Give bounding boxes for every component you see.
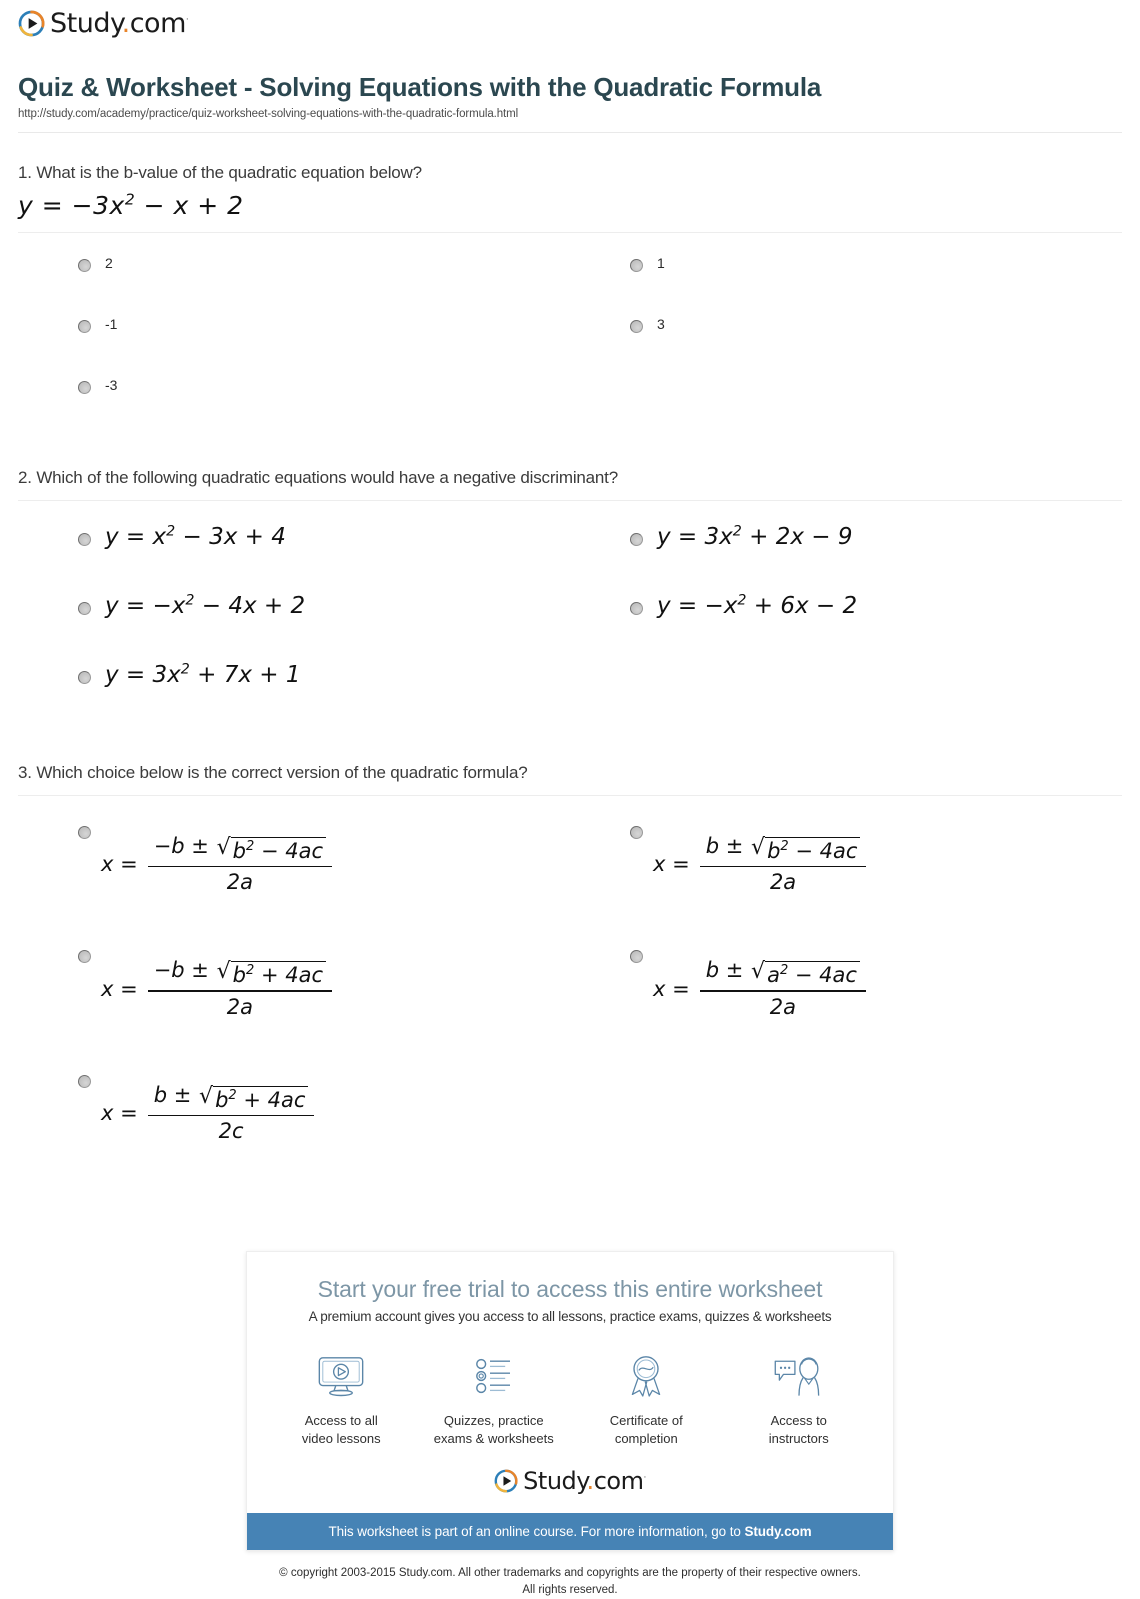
eq-part-post: + 6x − 2 <box>753 593 858 620</box>
question-3-prompt <box>18 763 1122 783</box>
benefit-label <box>265 1412 418 1447</box>
question-1-options <box>18 255 1122 438</box>
option-row[interactable] <box>18 255 570 272</box>
eq-exponent: 2 <box>124 190 136 209</box>
logo-text-dot: . <box>121 8 130 39</box>
radicand-exponent: 2 <box>228 1087 237 1103</box>
question-1-text: What is the b-value of the quadratic equation below? <box>36 162 422 182</box>
promo-box <box>246 1251 894 1551</box>
eq-lhs: y <box>18 190 34 220</box>
radio-button-icon[interactable] <box>78 671 91 684</box>
benefit-label-line2: instructors <box>768 1430 829 1446</box>
question-3-divider <box>18 795 1122 796</box>
study-com-logo-promo[interactable] <box>494 1467 646 1496</box>
option-row[interactable] <box>18 820 570 895</box>
checklist-icon <box>418 1348 571 1404</box>
option-formula <box>653 958 866 1019</box>
copyright-notice <box>246 1565 894 1598</box>
radio-button-icon[interactable] <box>78 1075 91 1088</box>
option-label: -1 <box>105 315 118 332</box>
benefit-label-line2: video lessons <box>301 1430 381 1446</box>
option-row[interactable] <box>18 663 570 688</box>
question-2-number: 2. <box>18 467 32 487</box>
option-row[interactable] <box>570 944 1122 1019</box>
option-row[interactable] <box>570 525 1122 550</box>
radio-button-icon[interactable] <box>78 381 91 394</box>
option-row[interactable] <box>18 944 570 1019</box>
formula-lhs: x = <box>653 851 690 876</box>
page-url: http://study.com/academy/practice/quiz-worksheet-solving-equations-with-the-quadratic-formula.html <box>18 107 519 120</box>
option-label: 3 <box>657 315 665 332</box>
promo-content <box>247 1252 893 1496</box>
benefit-label-line1: Certificate of <box>609 1413 683 1429</box>
logo-text-study: Study <box>523 1467 587 1496</box>
benefit-label-line1: Access to all <box>304 1413 378 1429</box>
option-label: -3 <box>105 376 118 393</box>
formula-lhs: x = <box>101 851 138 876</box>
radicand-base: b <box>215 1087 229 1112</box>
square-root-icon: √ $b^2 - 4ac$ <box>216 836 326 863</box>
radicand-base: b <box>232 838 246 863</box>
radio-button-icon[interactable] <box>630 602 643 615</box>
eq-rest: − x + 2 <box>143 190 244 220</box>
square-root-icon: √ $a^2 - 4ac$ <box>750 960 860 987</box>
fraction <box>148 958 332 1019</box>
radio-button-icon[interactable] <box>78 533 91 546</box>
fraction <box>700 958 866 1019</box>
eq-exponent: 2 <box>732 523 742 540</box>
question-3-options <box>18 820 1122 1194</box>
option-label: 1 <box>657 254 665 271</box>
logo-trademark: · <box>185 15 189 25</box>
option-equation <box>657 525 853 550</box>
logo-trademark: · <box>643 1473 646 1484</box>
option-row[interactable] <box>570 255 1122 272</box>
fraction-numerator <box>700 834 867 866</box>
question-2-divider <box>18 500 1122 501</box>
question-2-prompt <box>18 468 1122 488</box>
copyright-line-2: All rights reserved. <box>522 1584 618 1597</box>
eq-part-post: − 3x + 4 <box>182 523 286 550</box>
option-row[interactable] <box>18 594 570 619</box>
question-2 <box>18 468 1122 733</box>
radicand-rest: − 4ac <box>260 838 324 863</box>
header-divider <box>18 132 1122 133</box>
copyright-line-1: © copyright 2003-2015 Study.com. All other trademarks and copyrights are the property of their respective owners. <box>279 1567 861 1580</box>
eq-exponent: 2 <box>180 661 190 678</box>
radicand-exponent: 2 <box>246 963 255 979</box>
option-formula <box>101 834 332 895</box>
promo-subheadline: A premium account gives you access to all lessons, practice exams, quizzes & worksheets <box>308 1309 832 1325</box>
option-row[interactable] <box>18 1069 570 1144</box>
fraction <box>148 1083 315 1144</box>
radicand-base: b <box>767 838 781 863</box>
radicand-exponent: 2 <box>780 838 789 854</box>
question-2-text: Which of the following quadratic equations would have a negative discriminant? <box>36 467 618 487</box>
benefit-item <box>723 1348 876 1447</box>
option-row[interactable] <box>570 594 1122 619</box>
radio-button-icon[interactable] <box>78 320 91 333</box>
fraction-denominator: 2a <box>226 994 253 1019</box>
option-equation <box>657 594 857 619</box>
logo-wordmark <box>50 10 188 37</box>
eq-sign: = <box>41 190 64 220</box>
radicand-base: a <box>767 963 780 988</box>
radicand-rest: + 4ac <box>243 1087 306 1112</box>
eq-part-post: + 2x − 9 <box>749 523 853 550</box>
promo-logo-row <box>265 1467 875 1496</box>
radicand-rest: − 4ac <box>795 838 858 863</box>
option-row[interactable] <box>570 316 1122 333</box>
square-root-icon: √ $b^2 + 4ac$ <box>198 1085 308 1112</box>
benefit-label <box>570 1412 723 1447</box>
benefit-label-line1: Access to <box>770 1413 827 1429</box>
logo-text-com: com <box>593 1467 644 1496</box>
numerator-prefix: −b ± <box>153 958 209 983</box>
promo-banner-link[interactable]: Study.com <box>744 1524 812 1540</box>
question-1-equation <box>18 191 1122 220</box>
instructor-chat-icon <box>723 1348 876 1404</box>
radio-button-icon[interactable] <box>78 826 91 839</box>
promo-course-banner[interactable] <box>247 1513 893 1550</box>
option-formula <box>101 958 332 1019</box>
benefit-item <box>418 1348 571 1447</box>
play-circle-icon <box>18 10 45 37</box>
video-monitor-icon <box>265 1348 418 1404</box>
logo-text-study: Study <box>50 8 122 39</box>
numerator-prefix: −b ± <box>153 833 209 858</box>
option-row[interactable] <box>18 316 570 333</box>
header-logo-row <box>18 0 1122 50</box>
eq-part-pre: y = −x <box>105 593 186 620</box>
numerator-prefix: b ± <box>705 833 744 858</box>
question-3-text: Which choice below is the correct version of the quadratic formula? <box>36 762 528 782</box>
option-formula <box>101 1083 314 1144</box>
eq-part-pre: y = x <box>105 523 167 550</box>
fraction-denominator: 2a <box>769 870 797 895</box>
benefit-label-line2: completion <box>614 1430 678 1446</box>
eq-exponent: 2 <box>737 592 747 609</box>
fraction-numerator <box>148 834 332 866</box>
radio-button-icon[interactable] <box>630 533 643 546</box>
eq-exponent: 2 <box>185 592 195 609</box>
option-label: 2 <box>105 254 113 271</box>
fraction-numerator <box>148 1083 315 1115</box>
radio-button-icon[interactable] <box>630 320 643 333</box>
benefit-item <box>570 1348 723 1447</box>
fraction-numerator <box>700 958 866 990</box>
eq-part-post: − 4x + 2 <box>201 593 306 620</box>
radio-button-icon[interactable] <box>78 259 91 272</box>
radicand-rest: − 4ac <box>794 963 857 988</box>
fraction-numerator <box>148 958 332 990</box>
option-row[interactable] <box>18 525 570 550</box>
question-1-prompt <box>18 163 1122 183</box>
eq-part-pre: y = 3x <box>105 662 181 689</box>
question-1 <box>18 163 1122 438</box>
square-root-icon: √ $b^2 + 4ac$ <box>216 960 326 987</box>
promo-banner-text: This worksheet is part of an online course. For more information, go to <box>328 1524 745 1540</box>
radio-button-icon[interactable] <box>78 950 91 963</box>
benefit-item <box>265 1348 418 1447</box>
option-row[interactable] <box>18 377 570 394</box>
logo-wordmark <box>523 1467 646 1496</box>
formula-lhs: x = <box>653 976 690 1001</box>
numerator-prefix: b ± <box>153 1082 192 1107</box>
fraction <box>148 834 332 895</box>
fraction <box>700 834 867 895</box>
option-equation <box>105 525 286 550</box>
formula-lhs: x = <box>101 1101 138 1126</box>
radio-button-icon[interactable] <box>630 826 643 839</box>
benefit-label <box>723 1412 876 1447</box>
eq-part-pre: y = −x <box>657 593 738 620</box>
square-root-icon: √ $b^2 - 4ac$ <box>750 836 860 863</box>
fraction-denominator: 2c <box>218 1119 244 1144</box>
promo-benefits <box>265 1348 875 1447</box>
question-3-number: 3. <box>18 762 32 782</box>
fraction-denominator: 2a <box>769 994 796 1019</box>
question-3 <box>18 763 1122 1194</box>
award-ribbon-icon <box>570 1348 723 1404</box>
radio-button-icon[interactable] <box>630 259 643 272</box>
question-1-number: 1. <box>18 162 32 182</box>
numerator-prefix: b ± <box>705 958 744 983</box>
option-formula <box>653 834 866 895</box>
promo-headline: Start your free trial to access this entire worksheet <box>317 1276 823 1303</box>
radio-button-icon[interactable] <box>78 602 91 615</box>
radicand-rest: + 4ac <box>260 963 324 988</box>
eq-term: −3x <box>71 190 125 220</box>
eq-part-post: + 7x + 1 <box>197 662 301 689</box>
radicand-exponent: 2 <box>779 963 789 979</box>
option-row[interactable] <box>570 820 1122 895</box>
logo-text-dot: . <box>586 1467 594 1496</box>
option-equation <box>105 594 305 619</box>
formula-lhs: x = <box>101 976 138 1001</box>
question-1-divider <box>18 232 1122 233</box>
question-2-options <box>18 525 1122 733</box>
logo-text-com: com <box>129 8 186 39</box>
benefit-label-line2: exams & worksheets <box>433 1430 554 1446</box>
study-com-logo[interactable] <box>18 10 188 37</box>
benefit-label <box>418 1412 571 1447</box>
page-title: Quiz & Worksheet - Solving Equations with the Quadratic Formula <box>18 72 822 102</box>
option-equation <box>105 663 301 688</box>
radicand-base: b <box>232 963 246 988</box>
radio-button-icon[interactable] <box>630 950 643 963</box>
benefit-label-line1: Quizzes, practice <box>443 1413 544 1429</box>
fraction-denominator: 2a <box>226 870 253 895</box>
play-circle-icon <box>494 1469 518 1493</box>
eq-exponent: 2 <box>166 523 176 540</box>
radicand-exponent: 2 <box>246 838 255 854</box>
eq-part-pre: y = 3x <box>657 523 733 550</box>
